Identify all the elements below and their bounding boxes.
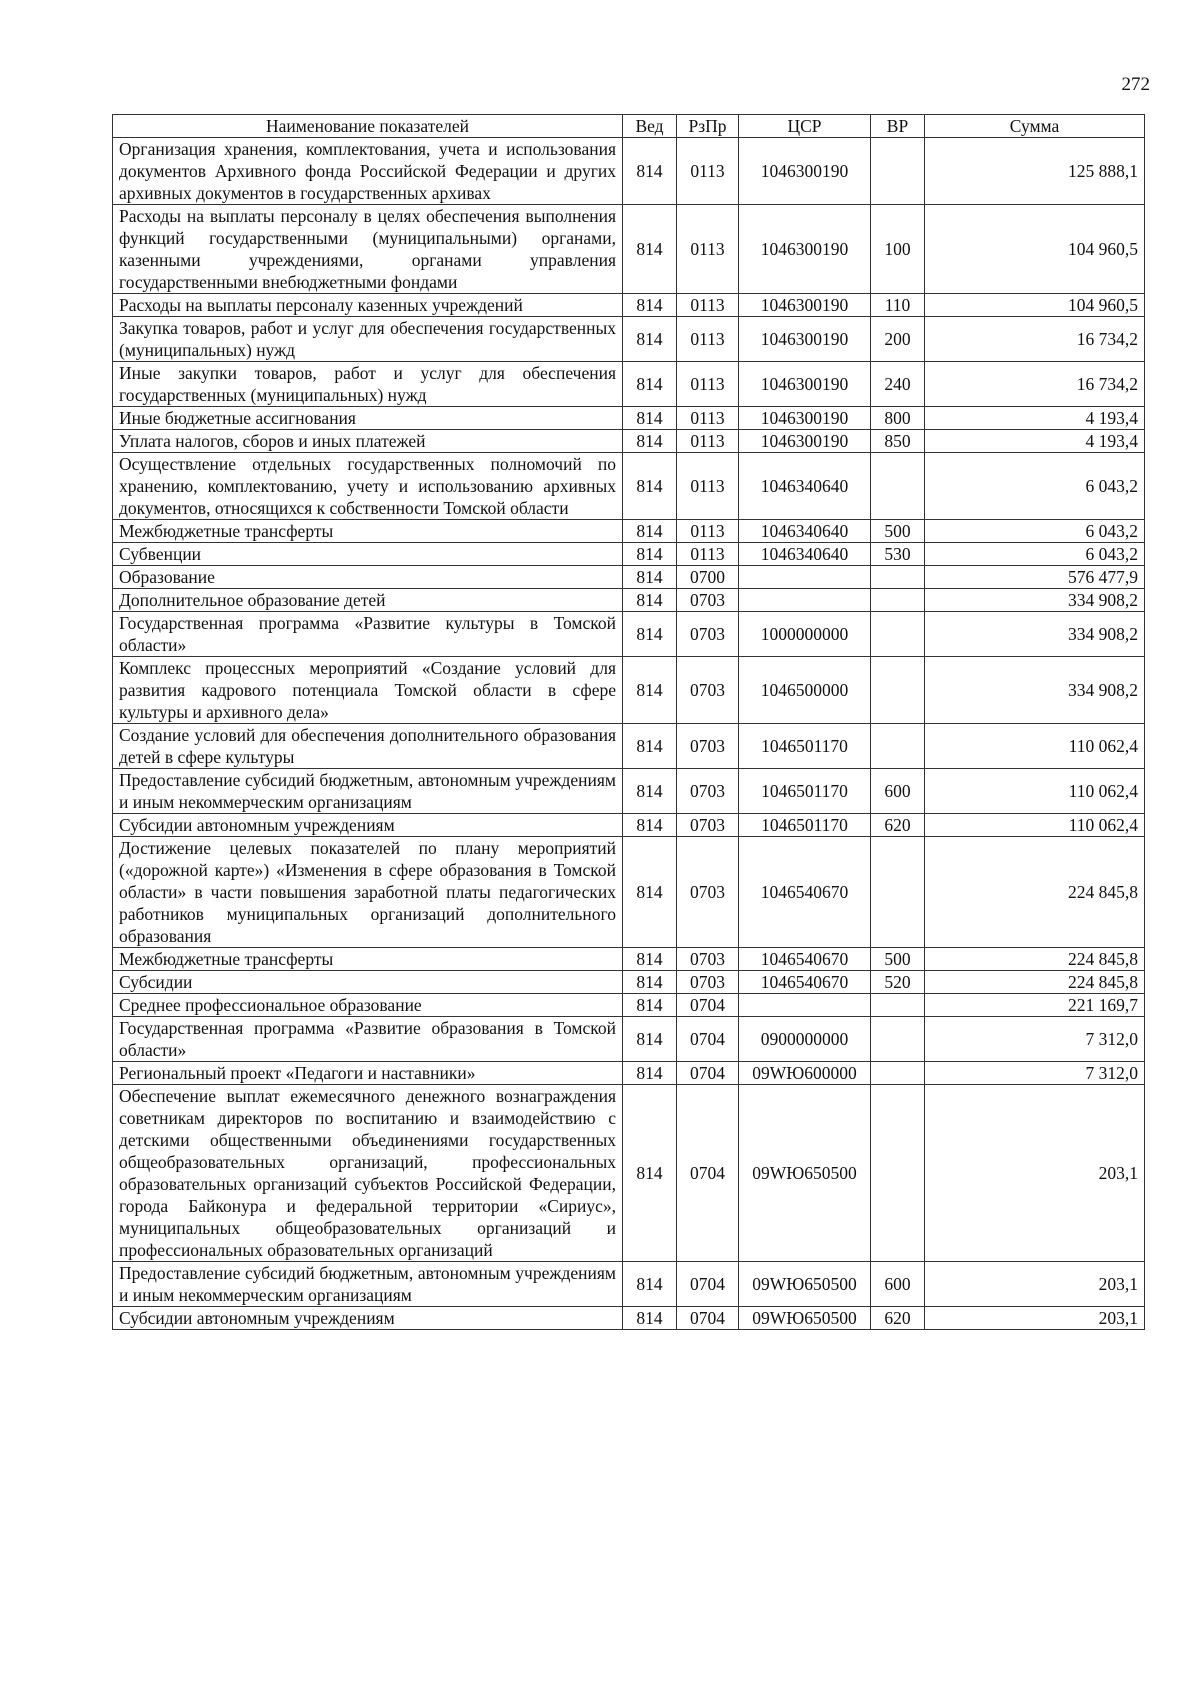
cell-ved: 814 <box>623 814 677 837</box>
cell-rzpr: 0704 <box>677 1085 739 1262</box>
cell-vr: 200 <box>871 317 925 362</box>
cell-ved: 814 <box>623 430 677 453</box>
cell-rzpr: 0703 <box>677 589 739 612</box>
cell-rzpr: 0703 <box>677 657 739 724</box>
cell-csr: 09WЮ650500 <box>739 1307 871 1330</box>
cell-name: Закупка товаров, работ и услуг для обеспечения государственных (муниципальных) нужд <box>113 317 623 362</box>
table-row <box>113 520 1145 543</box>
cell-rzpr: 0704 <box>677 994 739 1017</box>
table-row <box>113 612 1145 657</box>
table-row <box>113 362 1145 407</box>
cell-sum: 4 193,4 <box>925 407 1145 430</box>
cell-csr: 1046300190 <box>739 430 871 453</box>
cell-rzpr: 0704 <box>677 1062 739 1085</box>
cell-sum: 110 062,4 <box>925 769 1145 814</box>
cell-csr: 1046540670 <box>739 837 871 948</box>
cell-sum: 110 062,4 <box>925 814 1145 837</box>
cell-ved: 814 <box>623 566 677 589</box>
table-row <box>113 430 1145 453</box>
cell-vr <box>871 1062 925 1085</box>
table-row <box>113 769 1145 814</box>
cell-rzpr: 0703 <box>677 814 739 837</box>
cell-sum: 104 960,5 <box>925 205 1145 294</box>
cell-name: Иные бюджетные ассигнования <box>113 407 623 430</box>
table-row <box>113 1262 1145 1307</box>
cell-rzpr: 0703 <box>677 612 739 657</box>
cell-ved: 814 <box>623 1062 677 1085</box>
cell-vr: 500 <box>871 520 925 543</box>
header-sum: Сумма <box>925 115 1145 138</box>
cell-rzpr: 0703 <box>677 769 739 814</box>
cell-sum: 224 845,8 <box>925 971 1145 994</box>
cell-ved: 814 <box>623 971 677 994</box>
cell-sum: 203,1 <box>925 1262 1145 1307</box>
cell-name: Комплекс процессных мероприятий «Создание условий для развития кадрового потенциала Томской области в сфере культуры и архивного дела» <box>113 657 623 724</box>
cell-ved: 814 <box>623 453 677 520</box>
cell-name: Создание условий для обеспечения дополнительного образования детей в сфере культуры <box>113 724 623 769</box>
cell-rzpr: 0113 <box>677 294 739 317</box>
cell-name: Субсидии автономным учреждениям <box>113 1307 623 1330</box>
cell-name: Межбюджетные трансферты <box>113 520 623 543</box>
cell-vr <box>871 1017 925 1062</box>
cell-ved: 814 <box>623 994 677 1017</box>
cell-rzpr: 0113 <box>677 543 739 566</box>
cell-csr <box>739 589 871 612</box>
cell-sum: 104 960,5 <box>925 294 1145 317</box>
header-vr: ВР <box>871 115 925 138</box>
cell-name: Государственная программа «Развитие образования в Томской области» <box>113 1017 623 1062</box>
table-row <box>113 543 1145 566</box>
cell-ved: 814 <box>623 543 677 566</box>
table-row <box>113 724 1145 769</box>
cell-name: Расходы на выплаты персоналу в целях обеспечения выполнения функций государственными (муниципальными) органами, казенными учреждениями, органами управления государственными внебюджетными фондами <box>113 205 623 294</box>
header-rzpr: РзПр <box>677 115 739 138</box>
cell-sum: 110 062,4 <box>925 724 1145 769</box>
table-header-row <box>113 115 1145 138</box>
cell-csr: 1046300190 <box>739 317 871 362</box>
cell-sum: 6 043,2 <box>925 543 1145 566</box>
cell-ved: 814 <box>623 362 677 407</box>
cell-rzpr: 0703 <box>677 837 739 948</box>
cell-ved: 814 <box>623 948 677 971</box>
table-row <box>113 294 1145 317</box>
cell-vr: 620 <box>871 814 925 837</box>
cell-ved: 814 <box>623 1017 677 1062</box>
cell-sum: 6 043,2 <box>925 520 1145 543</box>
cell-csr: 1046340640 <box>739 543 871 566</box>
cell-csr: 0900000000 <box>739 1017 871 1062</box>
cell-ved: 814 <box>623 317 677 362</box>
table-row <box>113 407 1145 430</box>
cell-csr: 1046300190 <box>739 205 871 294</box>
cell-rzpr: 0113 <box>677 362 739 407</box>
cell-ved: 814 <box>623 520 677 543</box>
cell-vr: 800 <box>871 407 925 430</box>
cell-rzpr: 0113 <box>677 138 739 205</box>
cell-csr: 09WЮ600000 <box>739 1062 871 1085</box>
cell-ved: 814 <box>623 1262 677 1307</box>
cell-name: Предоставление субсидий бюджетным, автономным учреждениям и иным некоммерческим организациям <box>113 1262 623 1307</box>
table-row <box>113 994 1145 1017</box>
table-row <box>113 1062 1145 1085</box>
table-row <box>113 205 1145 294</box>
cell-name: Государственная программа «Развитие культуры в Томской области» <box>113 612 623 657</box>
cell-vr <box>871 994 925 1017</box>
cell-name: Субсидии автономным учреждениям <box>113 814 623 837</box>
cell-name: Достижение целевых показателей по плану мероприятий («дорожной карте») «Изменения в сфере образования в Томской области» в части повышения заработной платы педагогических работников муниципальных организаций дополнительного образования <box>113 837 623 948</box>
cell-ved: 814 <box>623 657 677 724</box>
page-number: 272 <box>1121 74 1150 95</box>
cell-rzpr: 0700 <box>677 566 739 589</box>
cell-vr: 530 <box>871 543 925 566</box>
cell-name: Межбюджетные трансферты <box>113 948 623 971</box>
cell-csr: 1046300190 <box>739 362 871 407</box>
cell-vr <box>871 453 925 520</box>
cell-vr: 500 <box>871 948 925 971</box>
cell-vr: 520 <box>871 971 925 994</box>
cell-name: Среднее профессиональное образование <box>113 994 623 1017</box>
cell-ved: 814 <box>623 612 677 657</box>
cell-name: Дополнительное образование детей <box>113 589 623 612</box>
cell-sum: 334 908,2 <box>925 589 1145 612</box>
cell-ved: 814 <box>623 138 677 205</box>
cell-ved: 814 <box>623 724 677 769</box>
cell-rzpr: 0113 <box>677 407 739 430</box>
cell-csr <box>739 566 871 589</box>
cell-vr: 600 <box>871 769 925 814</box>
cell-sum: 334 908,2 <box>925 612 1145 657</box>
budget-table <box>112 114 1145 1330</box>
cell-sum: 334 908,2 <box>925 657 1145 724</box>
cell-rzpr: 0704 <box>677 1017 739 1062</box>
header-csr: ЦСР <box>739 115 871 138</box>
cell-rzpr: 0704 <box>677 1262 739 1307</box>
table-row <box>113 138 1145 205</box>
cell-ved: 814 <box>623 589 677 612</box>
cell-csr: 1046540670 <box>739 971 871 994</box>
cell-ved: 814 <box>623 769 677 814</box>
cell-ved: 814 <box>623 294 677 317</box>
cell-csr: 1046501170 <box>739 814 871 837</box>
cell-vr <box>871 1085 925 1262</box>
cell-csr: 1046300190 <box>739 138 871 205</box>
cell-name: Организация хранения, комплектования, учета и использования документов Архивного фонда Российской Федерации и других архивных документов в государственных архивах <box>113 138 623 205</box>
cell-vr: 100 <box>871 205 925 294</box>
header-ved: Вед <box>623 115 677 138</box>
table-body <box>113 138 1145 1330</box>
cell-name: Иные закупки товаров, работ и услуг для обеспечения государственных (муниципальных) нужд <box>113 362 623 407</box>
table-row <box>113 971 1145 994</box>
cell-csr: 1046500000 <box>739 657 871 724</box>
cell-sum: 203,1 <box>925 1307 1145 1330</box>
cell-vr: 110 <box>871 294 925 317</box>
cell-name: Региональный проект «Педагоги и наставники» <box>113 1062 623 1085</box>
cell-vr <box>871 138 925 205</box>
cell-vr: 240 <box>871 362 925 407</box>
cell-rzpr: 0113 <box>677 205 739 294</box>
cell-ved: 814 <box>623 1085 677 1262</box>
table-row <box>113 837 1145 948</box>
cell-sum: 224 845,8 <box>925 948 1145 971</box>
cell-rzpr: 0113 <box>677 317 739 362</box>
cell-vr: 850 <box>871 430 925 453</box>
cell-vr <box>871 612 925 657</box>
cell-vr <box>871 724 925 769</box>
cell-sum: 4 193,4 <box>925 430 1145 453</box>
cell-sum: 221 169,7 <box>925 994 1145 1017</box>
cell-rzpr: 0703 <box>677 948 739 971</box>
table-row <box>113 948 1145 971</box>
cell-csr: 1046340640 <box>739 520 871 543</box>
cell-vr <box>871 566 925 589</box>
cell-rzpr: 0113 <box>677 453 739 520</box>
cell-ved: 814 <box>623 205 677 294</box>
cell-csr: 1000000000 <box>739 612 871 657</box>
cell-csr: 1046501170 <box>739 769 871 814</box>
table-row <box>113 566 1145 589</box>
cell-vr <box>871 589 925 612</box>
cell-csr: 1046300190 <box>739 294 871 317</box>
table-row <box>113 317 1145 362</box>
table-row <box>113 1017 1145 1062</box>
table-row <box>113 1307 1145 1330</box>
cell-name: Образование <box>113 566 623 589</box>
cell-csr: 09WЮ650500 <box>739 1262 871 1307</box>
cell-rzpr: 0703 <box>677 971 739 994</box>
cell-vr: 600 <box>871 1262 925 1307</box>
cell-rzpr: 0704 <box>677 1307 739 1330</box>
cell-csr: 1046501170 <box>739 724 871 769</box>
cell-sum: 7 312,0 <box>925 1017 1145 1062</box>
cell-vr: 620 <box>871 1307 925 1330</box>
cell-sum: 7 312,0 <box>925 1062 1145 1085</box>
cell-rzpr: 0113 <box>677 430 739 453</box>
table-row <box>113 1085 1145 1262</box>
cell-sum: 203,1 <box>925 1085 1145 1262</box>
cell-rzpr: 0113 <box>677 520 739 543</box>
cell-csr: 1046340640 <box>739 453 871 520</box>
cell-vr <box>871 837 925 948</box>
cell-csr <box>739 994 871 1017</box>
cell-csr: 1046540670 <box>739 948 871 971</box>
cell-sum: 125 888,1 <box>925 138 1145 205</box>
cell-name: Субсидии <box>113 971 623 994</box>
cell-sum: 16 734,2 <box>925 317 1145 362</box>
cell-name: Осуществление отдельных государственных полномочий по хранению, комплектованию, учету и использованию архивных документов, относящихся к собственности Томской области <box>113 453 623 520</box>
cell-sum: 576 477,9 <box>925 566 1145 589</box>
cell-sum: 6 043,2 <box>925 453 1145 520</box>
cell-ved: 814 <box>623 1307 677 1330</box>
cell-csr: 1046300190 <box>739 407 871 430</box>
cell-ved: 814 <box>623 407 677 430</box>
cell-name: Обеспечение выплат ежемесячного денежного вознаграждения советникам директоров по воспитанию и взаимодействию с детскими общественными объединениями государственных общеобразовательных организаций, профессиональных образовательных организаций субъектов Российской Федерации, города Байконура и федеральной территории «Сириус», муниципальных общеобразовательных организаций и профессиональных образовательных организаций <box>113 1085 623 1262</box>
cell-ved: 814 <box>623 837 677 948</box>
cell-name: Уплата налогов, сборов и иных платежей <box>113 430 623 453</box>
table-row <box>113 453 1145 520</box>
cell-name: Предоставление субсидий бюджетным, автономным учреждениям и иным некоммерческим организациям <box>113 769 623 814</box>
cell-name: Субвенции <box>113 543 623 566</box>
cell-rzpr: 0703 <box>677 724 739 769</box>
cell-name: Расходы на выплаты персоналу казенных учреждений <box>113 294 623 317</box>
table-row <box>113 814 1145 837</box>
header-name: Наименование показателей <box>113 115 623 138</box>
table-row <box>113 589 1145 612</box>
cell-sum: 16 734,2 <box>925 362 1145 407</box>
cell-sum: 224 845,8 <box>925 837 1145 948</box>
cell-csr: 09WЮ650500 <box>739 1085 871 1262</box>
table-row <box>113 657 1145 724</box>
cell-vr <box>871 657 925 724</box>
